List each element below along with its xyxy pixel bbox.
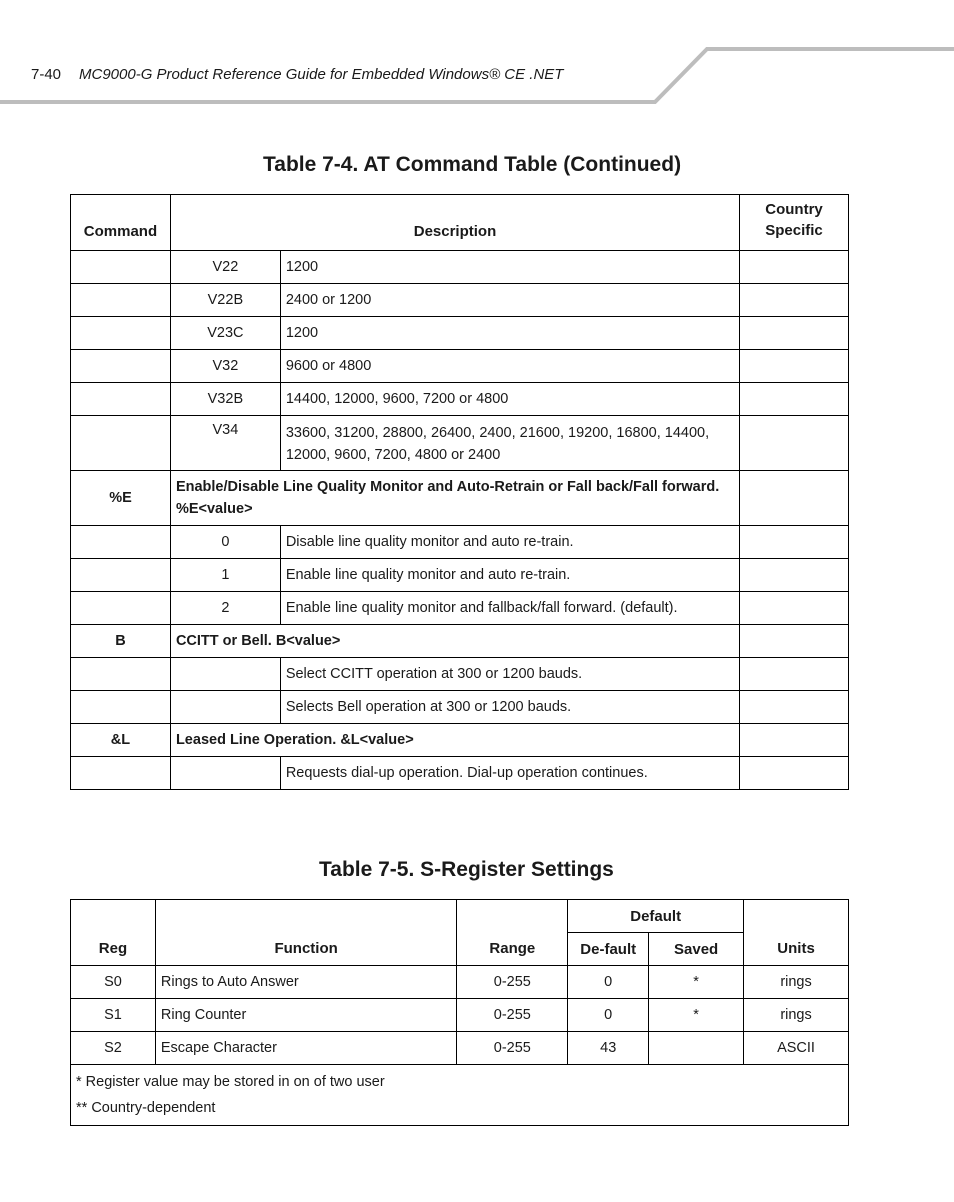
s-register-table xyxy=(70,899,849,1126)
option-value-cell xyxy=(170,658,280,691)
reg-cell: S0 xyxy=(71,966,156,999)
function-cell: Rings to Auto Answer xyxy=(155,966,457,999)
option-value-cell: 0 xyxy=(170,526,280,559)
command-cell xyxy=(71,658,171,691)
country-specific-cell xyxy=(740,625,849,658)
default-cell: 43 xyxy=(568,1032,649,1065)
option-description-cell: 14400, 12000, 9600, 7200 or 4800 xyxy=(280,383,739,416)
column-header-country-specific: Country Specific xyxy=(740,195,849,251)
command-cell: B xyxy=(71,625,171,658)
option-value-cell: 2 xyxy=(170,592,280,625)
option-value-cell: V23C xyxy=(170,317,280,350)
range-cell: 0-255 xyxy=(457,999,568,1032)
country-specific-cell xyxy=(740,691,849,724)
command-cell xyxy=(71,691,171,724)
default-cell: 0 xyxy=(568,999,649,1032)
option-value-cell: V34 xyxy=(170,416,280,471)
saved-cell: * xyxy=(649,999,744,1032)
range-cell: 0-255 xyxy=(457,966,568,999)
table-row xyxy=(71,1032,849,1065)
units-cell: rings xyxy=(744,999,849,1032)
notes-cell xyxy=(71,1065,849,1126)
footnote: ** Country-dependent xyxy=(76,1100,216,1116)
page-number: 7-40 xyxy=(31,66,62,83)
command-description-cell: Leased Line Operation. &L<value> xyxy=(170,724,739,757)
column-header-range: Range xyxy=(457,900,568,966)
table-caption-s-register: Table 7-5. S-Register Settings xyxy=(319,858,614,881)
table-row xyxy=(71,251,849,284)
table-row xyxy=(71,526,849,559)
saved-cell xyxy=(649,1032,744,1065)
command-cell xyxy=(71,251,171,284)
option-description-cell: Select CCITT operation at 300 or 1200 bauds. xyxy=(280,658,739,691)
reg-cell: S2 xyxy=(71,1032,156,1065)
option-description-cell: 33600, 31200, 28800, 26400, 2400, 21600, 19200, 16800, 14400, 12000, 9600, 7200, 4800 or 2400 xyxy=(280,416,739,471)
option-description-cell: 2400 or 1200 xyxy=(280,284,739,317)
column-header-function: Function xyxy=(155,900,457,966)
country-specific-cell xyxy=(740,658,849,691)
table-row xyxy=(71,471,849,526)
country-specific-cell xyxy=(740,471,849,526)
option-description-cell: 1200 xyxy=(280,317,739,350)
column-header-description: Description xyxy=(170,195,739,251)
table-row xyxy=(71,416,849,471)
column-header-saved: Saved xyxy=(649,933,744,966)
command-cell xyxy=(71,416,171,471)
table-row xyxy=(71,592,849,625)
option-description-cell: Selects Bell operation at 300 or 1200 bauds. xyxy=(280,691,739,724)
country-specific-cell xyxy=(740,251,849,284)
column-header-reg: Reg xyxy=(71,900,156,966)
option-value-cell xyxy=(170,757,280,790)
option-description-cell: Enable line quality monitor and fallback/fall forward. (default). xyxy=(280,592,739,625)
country-specific-cell xyxy=(740,284,849,317)
table-row xyxy=(71,757,849,790)
option-description-cell: Disable line quality monitor and auto re-train. xyxy=(280,526,739,559)
command-cell xyxy=(71,757,171,790)
country-specific-cell xyxy=(740,526,849,559)
table-row xyxy=(71,658,849,691)
option-value-cell: 1 xyxy=(170,559,280,592)
column-header-units: Units xyxy=(744,900,849,966)
function-cell: Escape Character xyxy=(155,1032,457,1065)
table-row xyxy=(71,284,849,317)
table-row xyxy=(71,383,849,416)
country-specific-cell xyxy=(740,559,849,592)
table-row xyxy=(71,691,849,724)
command-cell xyxy=(71,383,171,416)
option-description-cell: Enable line quality monitor and auto re-train. xyxy=(280,559,739,592)
option-value-cell: V22B xyxy=(170,284,280,317)
table-row xyxy=(71,559,849,592)
table-row xyxy=(71,625,849,658)
table-row xyxy=(71,350,849,383)
country-specific-cell xyxy=(740,317,849,350)
footnote: * Register value may be stored in on of two user xyxy=(76,1074,385,1090)
saved-cell: * xyxy=(649,966,744,999)
command-description-cell: Enable/Disable Line Quality Monitor and Auto-Retrain or Fall back/Fall forward. %E<value> xyxy=(170,471,739,526)
country-specific-cell xyxy=(740,757,849,790)
table-caption-at-commands: Table 7-4. AT Command Table (Continued) xyxy=(263,153,682,176)
country-specific-cell xyxy=(740,592,849,625)
command-cell xyxy=(71,317,171,350)
command-cell xyxy=(71,284,171,317)
units-cell: rings xyxy=(744,966,849,999)
table-row xyxy=(71,317,849,350)
range-cell: 0-255 xyxy=(457,1032,568,1065)
column-header-command: Command xyxy=(71,195,171,251)
table-row xyxy=(71,724,849,757)
option-value-cell: V22 xyxy=(170,251,280,284)
country-specific-cell xyxy=(740,350,849,383)
header-decoration xyxy=(0,0,954,110)
option-description-cell: Requests dial-up operation. Dial-up operation continues. xyxy=(280,757,739,790)
table-row xyxy=(71,966,849,999)
notes-row xyxy=(71,1065,849,1126)
at-command-table xyxy=(70,194,849,790)
reg-cell: S1 xyxy=(71,999,156,1032)
units-cell: ASCII xyxy=(744,1032,849,1065)
option-description-cell: 9600 or 4800 xyxy=(280,350,739,383)
column-header-default: De-fault xyxy=(568,933,649,966)
command-cell: &L xyxy=(71,724,171,757)
command-cell xyxy=(71,559,171,592)
option-value-cell: V32 xyxy=(170,350,280,383)
function-cell: Ring Counter xyxy=(155,999,457,1032)
country-specific-cell xyxy=(740,724,849,757)
command-description-cell: CCITT or Bell. B<value> xyxy=(170,625,739,658)
option-value-cell: V32B xyxy=(170,383,280,416)
guide-title: MC9000-G Product Reference Guide for Embedded Windows® CE .NET xyxy=(79,66,564,83)
column-header-default-group: Default xyxy=(568,900,744,933)
command-cell xyxy=(71,592,171,625)
command-cell: %E xyxy=(71,471,171,526)
country-specific-cell xyxy=(740,383,849,416)
command-cell xyxy=(71,526,171,559)
option-value-cell xyxy=(170,691,280,724)
default-cell: 0 xyxy=(568,966,649,999)
command-cell xyxy=(71,350,171,383)
table-row xyxy=(71,999,849,1032)
country-specific-cell xyxy=(740,416,849,471)
option-description-cell: 1200 xyxy=(280,251,739,284)
